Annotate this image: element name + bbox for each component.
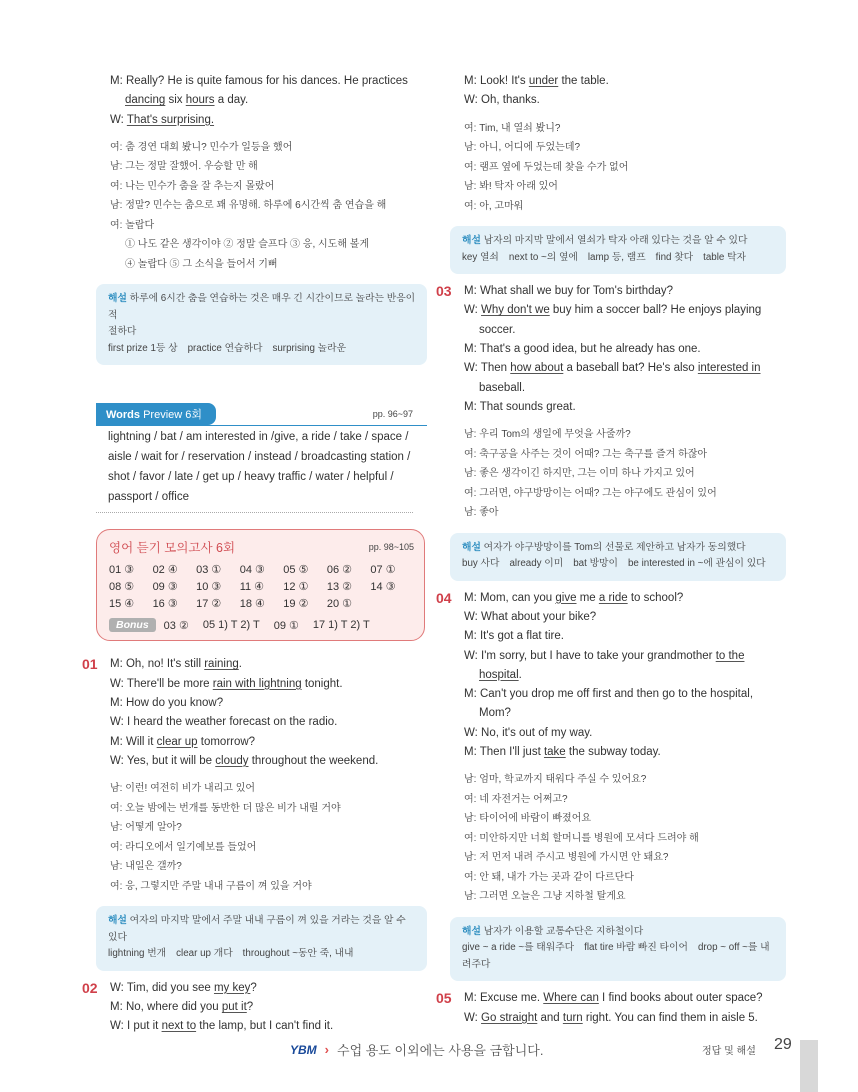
dialogue-line: Mom? [479,707,511,720]
answer-item: 15 ④ [109,598,135,611]
translation-line: 남: 그러면 오늘은 그냥 지하철 탈게요 [464,891,626,903]
translation-line: 여: 춤 경연 대회 봤니? 민수가 일등을 했어 [110,141,293,153]
answer-item: 03 ① [196,564,222,577]
translation-line: 남: 좋은 생각이긴 하지만, 그는 이미 하나 가지고 있어 [464,468,695,480]
ybm-logo: YBM [290,1042,317,1057]
answer-item: 20 ① [326,598,352,611]
chevron-right-icon: › [324,1042,330,1057]
translation-line: 남: 어떻게 알아? [110,822,182,834]
vocab-item: flat tire 바람 빠진 타이어 [584,942,688,954]
dialogue-line: W: There'll be more rain with lightning tonight. [110,677,343,690]
translation-line: 여: 네 자전거는 어쩌고? [464,793,568,805]
translation-line: 남: 아니, 어디에 두었는데? [464,142,581,154]
vocab-item: throughout ~동안 죽, 내내 [242,948,354,960]
vocab-item: already 이미 [509,558,564,570]
translation-line: 여: 안 돼, 내가 가는 곳과 같이 다르단다 [464,871,634,883]
page-number: 29 [774,1036,792,1053]
vocab-item: give ~ a ride ~를 태워주다 [462,942,575,954]
vocab-item: lightning 번개 [108,948,167,960]
bonus-row [109,618,414,632]
vocab-item: first prize 1등 상 [108,342,178,354]
page-range: pp. 98~105 [368,542,414,553]
dialogue-line: 04 M: Mom, can you give me a ride to school? [436,589,786,608]
vocab-item: buy 사다 [462,558,500,570]
translation-line: 여: 나는 민수가 춤을 잘 추는지 몰랐어 [110,180,275,192]
vocab-item: bat 방망이 [573,558,618,570]
bonus-item: 05 1) T 2) T [202,618,260,631]
dialogue-line: W: Oh, thanks. [464,94,540,107]
bonus-item: 09 ① [273,619,299,632]
translation-line: 남: 그는 정말 잘했어. 우승할 만 해 [110,161,258,173]
dialogue-line: M: No, where did you put it? [110,1000,254,1013]
words-line: lightning / bat / am interested in /give, a ride / take / space / [108,431,409,444]
answer-item: 07 ① [370,564,396,577]
translation-line: 여: 미안하지만 너희 할머니를 병원에 모셔다 드려야 해 [464,832,699,844]
page-range: pp. 96~97 [372,409,413,420]
bonus-item: 03 ② [163,619,189,632]
translation-line: 남: 내일은 갤까? [110,861,182,873]
copyright-notice: 수업 용도 이외에는 사용을 금합니다. [337,1043,544,1058]
dialogue-line: M: Really? He is quite famous for his dances. He practices [110,75,408,87]
dialogue-line: M: Can't you drop me off first and then go to the hospital, [464,688,754,701]
dialogue-line: hospital. [479,668,522,681]
dialogue-line: W: Yes, but it will be cloudy throughout the weekend. [110,754,379,767]
dialogue-line: 02 W: Tim, did you see my key? [82,979,427,998]
answer-item: 10 ③ [196,581,222,594]
bonus-item: 17 1) T 2) T [312,618,370,631]
dialogue-line: W: I'm sorry, but I have to take your grandmother to the [464,649,745,662]
dialogue-line: W: Then how about a baseball bat? He's also interested in [464,362,761,375]
question-number: 02 [82,979,98,996]
translation-line: 여: 오늘 밤에는 번개를 동반한 더 많은 비가 내릴 거야 [110,802,341,814]
translation-line: 여: 아, 고마워 [464,200,524,212]
question-number: 03 [436,283,452,300]
answer-item: 13 ② [326,581,352,594]
answer-item: 12 ① [283,581,309,594]
translation-line: 남: 봐! 탁자 아래 있어 [464,181,558,193]
explanation-box: 해설 하루에 6시간 춤을 연습하는 것은 매우 긴 시간이므로 놀라는 반응이 적 절하다 first prize 1등 상 practice 연습하다 surprising 놀라운 [96,284,427,365]
left-column [82,72,427,1037]
vocab-item: clear up 개다 [176,948,233,960]
dialogue-line: W: I heard the weather forecast on the radio. [110,716,338,729]
dialogue-line: baseball. [479,381,526,394]
translation-line: 남: 엄마, 학교까지 태워다 주실 수 있어요? [464,774,647,786]
question-number: 05 [436,990,452,1007]
explanation-box: 해설 남자의 마지막 말에서 열쇠가 탁자 아래 있다는 것을 알 수 있다 key 열쇠 next to ~의 옆에 lamp 등, 램프 find 찾다 table 탁자 [450,226,786,274]
dialogue-line: 05 M: Excuse me. Where can I find books about outer space? [436,989,786,1008]
explanation-box: 해설 여자가 야구방망이를 Tom의 선물로 제안하고 남자가 동의했다 buy 사다 already 이미 bat 방망이 be interested in ~에 관심이 있다 [450,533,786,581]
option-line: ① 나도 같은 생각이야 ② 정말 슬프다 ③ 응, 시도해 볼게 [125,239,370,251]
answer-item: 16 ③ [152,598,178,611]
words-line: passport / office [108,491,189,504]
words-preview [96,403,427,513]
answer-item: 08 ⑤ [109,581,135,594]
answer-item: 06 ② [326,564,352,577]
words-line: aisle / wait for / reservation / instead / broadcasting station / [108,451,411,464]
vocab-item: key 열쇠 [462,251,499,263]
dialogue-line: 01 M: Oh, no! It's still raining. [82,655,427,674]
translation-line: 남: 좋아 [464,507,499,519]
translation-line: 여: Tim, 내 열쇠 봤니? [464,122,561,134]
translation-line: 여: 축구공을 사주는 것이 어때? 그는 축구를 즐겨 하잖아 [464,448,708,460]
translation-line: 남: 정말? 민수는 춤으로 꽤 유명해. 하루에 6시간씩 춤 연습을 해 [110,200,387,212]
dialogue-line: dancing six hours a day. [125,94,249,107]
answer-item: 19 ② [283,598,309,611]
vocab-item: be interested in ~에 관심이 있다 [627,558,766,570]
answer-item: 04 ③ [239,564,265,577]
translation-line: 여: 그러면, 야구방망이는 어때? 그는 야구에도 관심이 있어 [464,487,717,499]
footer [290,1040,590,1059]
dialogue-line: W: What about your bike? [464,610,597,623]
answer-item: 09 ③ [152,581,178,594]
answer-item: 11 ④ [239,581,265,594]
vocab-item: practice 연습하다 [187,342,263,354]
dialogue-line: soccer. [479,323,516,336]
translation-line: 남: 저 먼저 내려 주시고 병원에 가시면 안 돼요? [464,852,669,864]
dialogue-line: M: Look! It's under the table. [464,75,609,87]
translation-line: 남: 타이어에 바람이 빠졌어요 [464,813,592,825]
answer-item: 01 ③ [109,564,135,577]
translation-line: 여: 램프 옆에 두었는데 찾을 수가 없어 [464,161,629,173]
answer-item: 14 ③ [370,581,396,594]
bonus-badge: Bonus [109,618,156,632]
page-label: 정답 및 해설 [702,1046,756,1057]
option-line: ④ 놀랍다 ⑤ 그 소식을 들어서 기뻐 [125,258,278,270]
dialogue-line: W: Why don't we buy him a soccer ball? He enjoys playing [464,304,762,317]
dialogue-line: W: That's surprising. [110,113,215,126]
translation-line: 여: 라디오에서 일기예보를 들었어 [110,841,257,853]
translation-line: 남: 이런! 여전히 비가 내리고 있어 [110,783,256,795]
answer-key-box [96,529,425,641]
explanation-box: 해설 남자가 이용할 교통수단은 지하철이다 give ~ a ride ~를 태워주다 flat tire 바람 빠진 타이어 drop ~ off ~를 내려주다 [450,917,786,982]
explanation-box: 해설 여자의 마지막 말에서 주말 내내 구름이 껴 있을 거라는 것을 알 수 있다 lightning 번개 clear up 개다 throughout ~동안 죽, 내내 [96,906,427,971]
dialogue-line: M: That's a good idea, but he already has one. [464,342,701,355]
translation-line: 여: 응, 그렇지만 주말 내내 구름이 껴 있을 거야 [110,880,312,892]
dialogue-line: M: How do you know? [110,696,224,709]
answer-item: 18 ④ [239,598,265,611]
dialogue-line: M: It's got a flat tire. [464,630,564,643]
answer-item: 17 ② [196,598,222,611]
words-preview-tag: Words Preview 6회 [96,403,216,425]
dialogue-line: W: No, it's out of my way. [464,726,593,739]
dialogue-line: M: Will it clear up tomorrow? [110,735,256,748]
translation-line: 남: 우리 Tom의 생일에 무엇을 사줄까? [464,429,631,441]
dialogue-line: M: Then I'll just take the subway today. [464,746,661,759]
dialogue-line: W: Go straight and turn right. You can find them in aisle 5. [464,1011,758,1024]
dialogue-line: W: I put it next to the lamp, but I can't find it. [110,1020,334,1033]
vocab-item: next to ~의 옆에 [508,251,578,263]
answer-item: 02 ④ [152,564,178,577]
vocab-item: find 찾다 [655,251,694,263]
translation-line: 여: 놀랍다 [110,219,155,231]
vocab-item: lamp 등, 램프 [587,251,646,263]
question-number: 04 [436,589,452,606]
page-edge-tab [800,1040,818,1092]
dialogue-line: 03 M: What shall we buy for Tom's birthday? [436,282,786,301]
words-line: shot / favor / late / get up / heavy traffic / water / helpful / [108,471,394,484]
right-column [436,72,786,1028]
vocab-item: drop ~ off ~를 내려주다 [462,942,770,970]
dialogue-line: M: That sounds great. [464,400,576,413]
answer-key-title: 영어 듣기 모의고사 6회 [109,541,236,556]
vocab-item: table 탁자 [703,251,747,263]
answer-item: 05 ⑤ [283,564,309,577]
vocab-item: surprising 놀라운 [272,342,347,354]
question-number: 01 [82,656,98,673]
